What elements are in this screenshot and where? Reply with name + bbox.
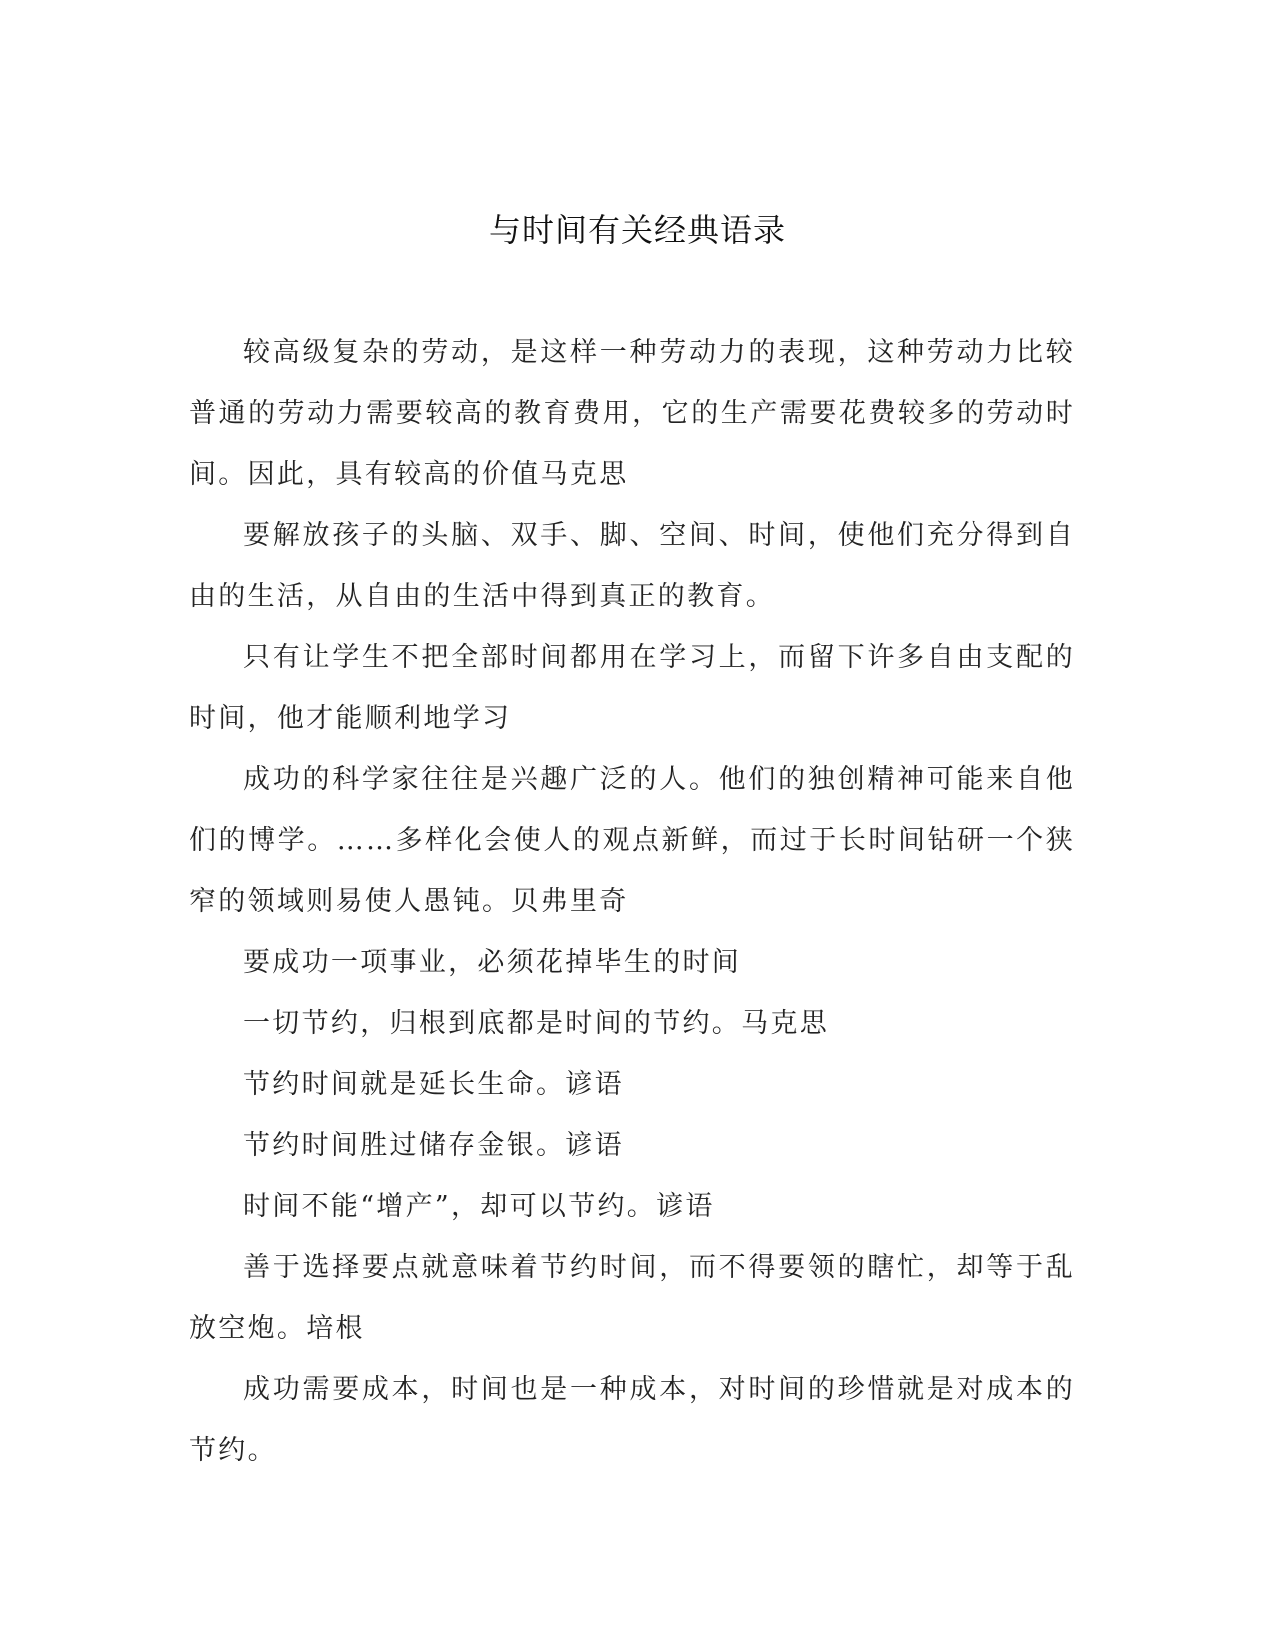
paragraph: 要解放孩子的头脑、双手、脚、空间、时间，使他们充分得到自由的生活，从自由的生活中得到真正的教育。 (189, 520, 1075, 612)
paragraph: 节约时间胜过储存金银。谚语 (243, 1130, 624, 1161)
page-title: 与时间有关经典语录 (488, 211, 786, 249)
document-body (189, 322, 1075, 1481)
paragraph: 成功需要成本，时间也是一种成本，对时间的珍惜就是对成本的节约。 (189, 1374, 1075, 1466)
paragraph: 时间不能“增产”，却可以节约。谚语 (243, 1191, 715, 1222)
paragraph: 善于选择要点就意味着节约时间，而不得要领的瞎忙，却等于乱放空炮。培根 (189, 1252, 1075, 1344)
paragraph: 只有让学生不把全部时间都用在学习上，而留下许多自由支配的时间，他才能顺利地学习 (189, 642, 1075, 734)
paragraph: 成功的科学家往往是兴趣广泛的人。他们的独创精神可能来自他们的博学。……多样化会使人的观点新鲜，而过于长时间钻研一个狭窄的领域则易使人愚钝。贝弗里奇 (189, 764, 1075, 917)
paragraph: 节约时间就是延长生命。谚语 (243, 1069, 624, 1100)
paragraph: 要成功一项事业，必须花掉毕生的时间 (243, 947, 742, 978)
paragraph: 一切节约，归根到底都是时间的节约。马克思 (243, 1008, 829, 1039)
paragraph: 较高级复杂的劳动，是这样一种劳动力的表现，这种劳动力比较普通的劳动力需要较高的教育费用，它的生产需要花费较多的劳动时间。因此，具有较高的价值马克思 (189, 337, 1075, 490)
